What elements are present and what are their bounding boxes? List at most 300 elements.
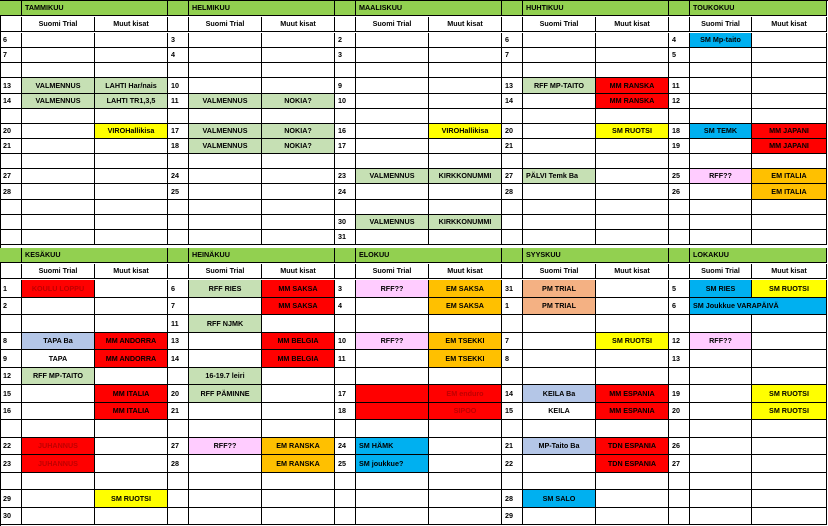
day-number — [0, 94, 22, 109]
month-corner — [669, 248, 690, 263]
day-number — [168, 420, 189, 438]
suomi-trial-cell-text: RFF PÄMINNE — [200, 388, 250, 398]
day-number-text: 17 — [338, 388, 346, 398]
muut-kisat-cell — [95, 63, 168, 78]
column-label-muut-kisat — [429, 17, 502, 32]
suomi-trial-cell — [690, 350, 752, 368]
muut-kisat-cell — [752, 368, 827, 385]
muut-kisat-cell — [596, 350, 669, 368]
suomi-trial-cell — [189, 473, 262, 490]
label-corner — [168, 17, 189, 32]
column-label-suomi-trial — [690, 17, 752, 32]
suomi-trial-cell — [22, 333, 95, 350]
day-number — [335, 184, 356, 200]
suomi-trial-cell — [22, 139, 95, 154]
day-number — [0, 78, 22, 94]
day-number-text: 20 — [672, 406, 680, 416]
muut-kisat-cell — [752, 420, 827, 438]
suomi-trial-cell-text: RFF?? — [380, 336, 404, 346]
suomi-trial-cell — [189, 350, 262, 368]
day-number — [502, 154, 523, 169]
suomi-trial-cell — [523, 490, 596, 508]
suomi-trial-cell — [189, 298, 262, 315]
column-label-muut-kisat — [752, 264, 827, 279]
suomi-trial-cell — [690, 109, 752, 124]
day-number-text: 16 — [3, 406, 11, 416]
suomi-trial-cell — [189, 78, 262, 94]
column-label-suomi-trial-text: Suomi Trial — [38, 19, 78, 29]
muut-kisat-cell — [752, 438, 827, 455]
muut-kisat-cell — [752, 280, 827, 298]
muut-kisat-cell — [95, 94, 168, 109]
day-number-text: 7 — [505, 50, 509, 60]
suomi-trial-cell — [690, 215, 752, 230]
suomi-trial-cell — [523, 403, 596, 420]
day-number-text: 25 — [338, 458, 346, 468]
day-number — [335, 438, 356, 455]
suomi-trial-cell — [356, 508, 429, 525]
muut-kisat-cell — [596, 154, 669, 169]
suomi-trial-cell — [189, 315, 262, 333]
suomi-trial-cell — [22, 215, 95, 230]
muut-kisat-cell — [752, 200, 827, 215]
muut-kisat-cell — [262, 333, 335, 350]
suomi-trial-cell — [22, 78, 95, 94]
muut-kisat-cell — [429, 154, 502, 169]
muut-kisat-cell — [95, 33, 168, 48]
day-number — [335, 124, 356, 139]
suomi-trial-cell-text: VALMENNUS — [202, 96, 248, 106]
suomi-trial-cell — [523, 109, 596, 124]
day-number — [669, 298, 690, 315]
suomi-trial-cell-text: VALMENNUS — [35, 96, 81, 106]
muut-kisat-cell — [596, 333, 669, 350]
suomi-trial-cell — [356, 315, 429, 333]
suomi-trial-cell — [22, 280, 95, 298]
muut-kisat-cell — [262, 368, 335, 385]
muut-kisat-cell — [752, 78, 827, 94]
day-number — [168, 78, 189, 94]
muut-kisat-cell-text: MM ESPANIA — [609, 388, 655, 398]
day-number — [335, 455, 356, 473]
suomi-trial-cell — [22, 63, 95, 78]
muut-kisat-cell-text: EM enduro — [446, 388, 484, 398]
month-header — [189, 248, 335, 263]
day-number — [168, 154, 189, 169]
column-label-muut-kisat — [429, 264, 502, 279]
suomi-trial-cell-text: KOULU LOPPU — [31, 283, 85, 293]
muut-kisat-cell — [262, 78, 335, 94]
day-number — [335, 385, 356, 403]
suomi-trial-cell — [690, 490, 752, 508]
day-number — [168, 139, 189, 154]
muut-kisat-cell — [262, 124, 335, 139]
month-header — [523, 1, 669, 16]
day-number-text: 30 — [3, 511, 11, 521]
label-corner — [168, 264, 189, 279]
column-label-muut-kisat-text: Muut kisat — [447, 19, 483, 29]
column-label-muut-kisat-text: Muut kisat — [614, 266, 650, 276]
column-label-muut-kisat — [95, 264, 168, 279]
day-number — [669, 124, 690, 139]
muut-kisat-cell — [596, 490, 669, 508]
muut-kisat-cell — [429, 78, 502, 94]
suomi-trial-cell-text: PÄLVI Temk Ba — [526, 171, 579, 181]
day-number-text: 25 — [171, 186, 179, 196]
day-number-text: 18 — [171, 141, 179, 151]
day-number — [669, 403, 690, 420]
muut-kisat-cell — [262, 139, 335, 154]
muut-kisat-cell-text: MM ITALIA — [112, 388, 150, 398]
column-label-muut-kisat-text: Muut kisat — [771, 19, 807, 29]
day-number-text: 1 — [505, 301, 509, 311]
suomi-trial-cell — [189, 490, 262, 508]
muut-kisat-cell — [429, 403, 502, 420]
muut-kisat-cell — [95, 315, 168, 333]
muut-kisat-cell — [429, 508, 502, 525]
muut-kisat-cell-text: MM BELGIA — [277, 336, 319, 346]
muut-kisat-cell — [429, 48, 502, 63]
day-number — [669, 420, 690, 438]
muut-kisat-cell — [596, 368, 669, 385]
muut-kisat-cell — [262, 48, 335, 63]
muut-kisat-cell-text: LAHTI Har/nais — [105, 80, 157, 90]
muut-kisat-cell — [95, 184, 168, 200]
suomi-trial-cell — [189, 385, 262, 403]
day-number-text: 17 — [338, 141, 346, 151]
suomi-trial-cell — [356, 490, 429, 508]
day-number — [335, 473, 356, 490]
month-corner — [669, 1, 690, 16]
month-header — [22, 248, 168, 263]
suomi-trial-cell — [356, 78, 429, 94]
day-number-text: 6 — [3, 35, 7, 45]
muut-kisat-cell — [262, 230, 335, 245]
muut-kisat-cell-text: MM SAKSA — [278, 301, 318, 311]
column-label-muut-kisat-text: Muut kisat — [771, 266, 807, 276]
suomi-trial-cell-text: JUHANNUS — [38, 458, 78, 468]
suomi-trial-cell-text: MP-Taito Ba — [538, 441, 580, 451]
day-number — [502, 280, 523, 298]
day-number-text: 15 — [3, 388, 11, 398]
muut-kisat-cell — [429, 109, 502, 124]
muut-kisat-cell — [596, 315, 669, 333]
muut-kisat-cell — [596, 33, 669, 48]
muut-kisat-cell — [262, 473, 335, 490]
suomi-trial-cell-text: RFF RIES — [208, 283, 242, 293]
muut-kisat-cell — [95, 385, 168, 403]
suomi-trial-cell — [690, 48, 752, 63]
muut-kisat-cell — [262, 420, 335, 438]
muut-kisat-cell — [596, 124, 669, 139]
day-number-text: 9 — [338, 80, 342, 90]
day-number-text: 24 — [338, 441, 346, 451]
day-number — [502, 109, 523, 124]
day-number-text: 13 — [672, 353, 680, 363]
column-label-suomi-trial — [523, 264, 596, 279]
day-number — [669, 455, 690, 473]
day-number-text: 24 — [171, 171, 179, 181]
column-label-suomi-trial — [22, 17, 95, 32]
suomi-trial-cell — [189, 109, 262, 124]
muut-kisat-cell-text: MM ANDORRA — [105, 336, 157, 346]
day-number — [168, 63, 189, 78]
day-number-text: 8 — [3, 336, 7, 346]
muut-kisat-cell — [429, 184, 502, 200]
month-header-text: LOKAKUU — [693, 250, 729, 260]
muut-kisat-cell — [596, 94, 669, 109]
day-number-text: 14 — [171, 353, 179, 363]
day-number-text: 3 — [338, 283, 342, 293]
month-header-text: SYYSKUU — [526, 250, 561, 260]
suomi-trial-cell — [189, 333, 262, 350]
suomi-trial-cell — [22, 200, 95, 215]
day-number-text: 24 — [338, 186, 346, 196]
day-number — [168, 184, 189, 200]
column-label-muut-kisat-text: Muut kisat — [614, 19, 650, 29]
muut-kisat-cell — [95, 438, 168, 455]
day-number-text: 3 — [338, 50, 342, 60]
column-label-muut-kisat-text: Muut kisat — [113, 19, 149, 29]
suomi-trial-cell — [22, 350, 95, 368]
suomi-trial-cell-text: PM TRIAL — [542, 301, 576, 311]
suomi-trial-cell — [523, 78, 596, 94]
muut-kisat-cell — [429, 298, 502, 315]
suomi-trial-cell — [356, 139, 429, 154]
label-corner — [335, 17, 356, 32]
day-number-text: 2 — [3, 301, 7, 311]
month-corner — [0, 248, 22, 263]
column-label-suomi-trial — [22, 264, 95, 279]
day-number-text: 11 — [171, 318, 179, 328]
day-number-text: 4 — [338, 301, 342, 311]
suomi-trial-cell-text: SM Mp-taito — [700, 35, 741, 45]
month-header-text: ELOKUU — [359, 250, 390, 260]
suomi-trial-cell — [690, 63, 752, 78]
label-corner — [669, 17, 690, 32]
muut-kisat-cell — [262, 33, 335, 48]
suomi-trial-cell — [22, 124, 95, 139]
day-number — [502, 333, 523, 350]
muut-kisat-cell-text: TDN ESPANIA — [607, 441, 657, 451]
muut-kisat-cell-text: EM RANSKA — [276, 441, 320, 451]
suomi-trial-cell-text: SM Joukkue VARAPÄIVÄ — [693, 301, 779, 311]
suomi-trial-cell-text: TAPA — [48, 353, 68, 363]
day-number-text: 23 — [338, 171, 346, 181]
suomi-trial-cell — [523, 200, 596, 215]
suomi-trial-cell — [690, 169, 752, 184]
muut-kisat-cell — [95, 368, 168, 385]
muut-kisat-cell — [596, 508, 669, 525]
suomi-trial-cell-text: VALMENNUS — [202, 126, 248, 136]
muut-kisat-cell — [596, 78, 669, 94]
muut-kisat-cell — [752, 215, 827, 230]
day-number-text: 11 — [338, 353, 346, 363]
suomi-trial-cell — [22, 184, 95, 200]
day-number — [335, 139, 356, 154]
suomi-trial-cell — [22, 33, 95, 48]
day-number-text: 3 — [171, 35, 175, 45]
month-header — [356, 1, 502, 16]
day-number-text: 11 — [672, 80, 680, 90]
label-corner — [669, 264, 690, 279]
muut-kisat-cell-text: NOKIA? — [284, 96, 312, 106]
suomi-trial-cell — [22, 298, 95, 315]
suomi-trial-cell — [356, 438, 429, 455]
suomi-trial-cell-text: SM TEMK — [703, 126, 738, 136]
muut-kisat-cell — [429, 139, 502, 154]
day-number-text: 26 — [672, 441, 680, 451]
suomi-trial-cell-text: KEILA — [548, 406, 570, 416]
muut-kisat-cell — [262, 63, 335, 78]
day-number-text: 20 — [171, 388, 179, 398]
day-number-text: 18 — [338, 406, 346, 416]
day-number — [669, 33, 690, 48]
month-header-text: HELMIKUU — [192, 3, 230, 13]
muut-kisat-cell — [262, 215, 335, 230]
day-number — [502, 94, 523, 109]
muut-kisat-cell-text: MM JAPANI — [769, 126, 809, 136]
day-number-text: 11 — [171, 96, 179, 106]
month-header — [22, 1, 168, 16]
column-label-muut-kisat-text: Muut kisat — [280, 266, 316, 276]
suomi-trial-cell — [690, 154, 752, 169]
day-number — [168, 315, 189, 333]
day-number — [335, 63, 356, 78]
month-header-text: KESÄKUU — [25, 250, 61, 260]
day-number — [0, 508, 22, 525]
suomi-trial-cell — [690, 315, 752, 333]
day-number-text: 4 — [672, 35, 676, 45]
muut-kisat-cell-text: EM SAKSA — [446, 301, 484, 311]
muut-kisat-cell-text: VIROHallikisa — [441, 126, 489, 136]
muut-kisat-cell — [429, 473, 502, 490]
day-number-text: 14 — [3, 96, 11, 106]
day-number-text: 22 — [505, 458, 513, 468]
suomi-trial-cell — [523, 139, 596, 154]
suomi-trial-cell — [523, 420, 596, 438]
muut-kisat-cell — [596, 403, 669, 420]
muut-kisat-cell-text: TDN ESPANIA — [607, 458, 657, 468]
muut-kisat-cell — [95, 230, 168, 245]
day-number — [168, 508, 189, 525]
muut-kisat-cell — [752, 154, 827, 169]
day-number-text: 16 — [338, 126, 346, 136]
day-number — [168, 215, 189, 230]
suomi-trial-cell — [523, 333, 596, 350]
suomi-trial-cell — [690, 508, 752, 525]
muut-kisat-cell — [95, 420, 168, 438]
day-number — [669, 78, 690, 94]
suomi-trial-cell-text: RFF?? — [380, 283, 404, 293]
muut-kisat-cell — [262, 403, 335, 420]
muut-kisat-cell — [95, 48, 168, 63]
day-number-text: 21 — [505, 141, 513, 151]
muut-kisat-cell — [429, 280, 502, 298]
day-number — [168, 230, 189, 245]
day-number — [335, 48, 356, 63]
column-label-suomi-trial — [189, 17, 262, 32]
day-number — [335, 403, 356, 420]
day-number — [502, 33, 523, 48]
muut-kisat-cell — [596, 184, 669, 200]
suomi-trial-cell — [22, 508, 95, 525]
label-corner — [502, 264, 523, 279]
day-number-text: 25 — [672, 171, 680, 181]
month-corner — [168, 1, 189, 16]
day-number — [335, 315, 356, 333]
muut-kisat-cell — [95, 403, 168, 420]
day-number — [502, 455, 523, 473]
suomi-trial-cell — [22, 438, 95, 455]
muut-kisat-cell-text: SM RUOTSI — [612, 126, 652, 136]
suomi-trial-cell — [189, 200, 262, 215]
day-number — [335, 230, 356, 245]
day-number — [502, 490, 523, 508]
day-number-text: 2 — [338, 35, 342, 45]
suomi-trial-cell-text: VALMENNUS — [35, 80, 81, 90]
suomi-trial-cell-text: TAPA Ba — [43, 336, 73, 346]
suomi-trial-cell — [523, 94, 596, 109]
day-number — [502, 78, 523, 94]
day-number-text: 13 — [3, 80, 11, 90]
suomi-trial-cell — [189, 169, 262, 184]
day-number — [168, 368, 189, 385]
muut-kisat-cell — [429, 420, 502, 438]
suomi-trial-cell — [189, 139, 262, 154]
muut-kisat-cell — [596, 215, 669, 230]
muut-kisat-cell — [596, 139, 669, 154]
day-number — [0, 420, 22, 438]
suomi-trial-cell — [22, 94, 95, 109]
day-number — [502, 508, 523, 525]
day-number — [0, 438, 22, 455]
suomi-trial-cell — [189, 438, 262, 455]
suomi-trial-cell — [189, 48, 262, 63]
day-number-text: 14 — [505, 96, 513, 106]
day-number — [669, 215, 690, 230]
muut-kisat-cell-text: SM RUOTSI — [111, 493, 151, 503]
column-label-muut-kisat-text: Muut kisat — [447, 266, 483, 276]
day-number — [168, 438, 189, 455]
muut-kisat-cell — [262, 280, 335, 298]
day-number-text: 10 — [338, 96, 346, 106]
day-number — [502, 169, 523, 184]
muut-kisat-cell — [262, 200, 335, 215]
day-number — [502, 63, 523, 78]
month-header — [356, 248, 502, 263]
suomi-trial-cell — [189, 280, 262, 298]
suomi-trial-cell-text: VALMENNUS — [369, 171, 415, 181]
muut-kisat-cell — [95, 490, 168, 508]
column-label-suomi-trial-text: Suomi Trial — [539, 19, 579, 29]
muut-kisat-cell-text: LAHTI TR1,3,5 — [106, 96, 156, 106]
day-number-text: 18 — [672, 126, 680, 136]
muut-kisat-cell-text: SM RUOTSI — [769, 388, 809, 398]
suomi-trial-cell — [356, 48, 429, 63]
day-number-text: 12 — [672, 96, 680, 106]
month-corner — [335, 248, 356, 263]
day-number-text: 28 — [3, 186, 11, 196]
suomi-trial-cell — [356, 350, 429, 368]
day-number — [502, 139, 523, 154]
suomi-trial-cell — [690, 420, 752, 438]
muut-kisat-cell — [262, 350, 335, 368]
day-number-text: 7 — [3, 50, 7, 60]
suomi-trial-cell — [189, 33, 262, 48]
suomi-trial-cell — [189, 63, 262, 78]
muut-kisat-cell — [95, 473, 168, 490]
